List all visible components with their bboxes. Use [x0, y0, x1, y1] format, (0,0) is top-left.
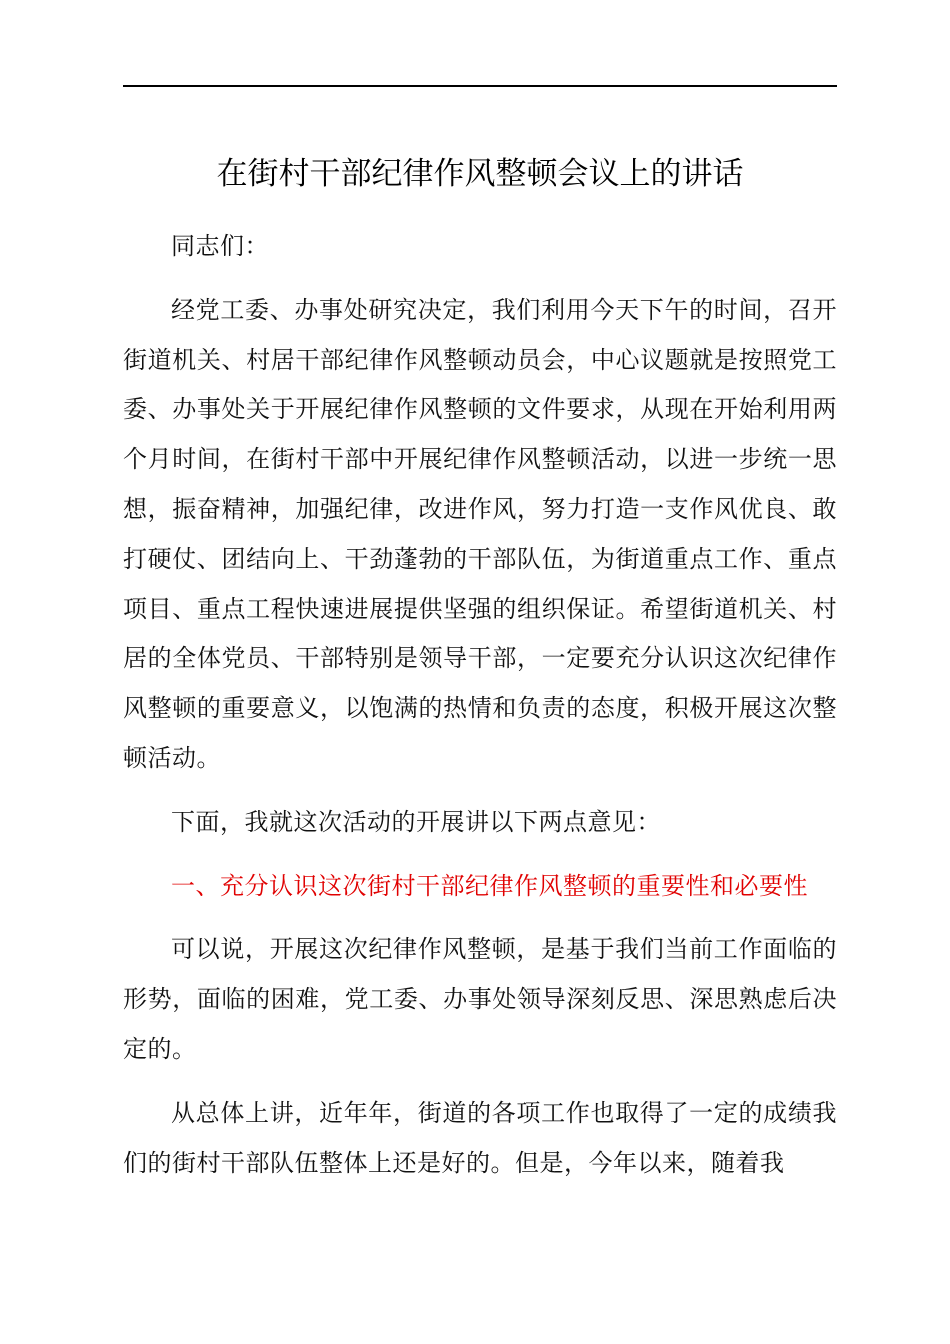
- salutation: 同志们：: [171, 232, 269, 260]
- document-title: 在街村干部纪律作风整顿会议上的讲话: [216, 156, 744, 192]
- document-body: [123, 222, 837, 1188]
- paragraph-section-1: 可以说，开展这次纪律作风整顿，是基于我们当前工作面临的形势，面临的困难，党工委、办事处领导深刻反思、深思熟虑后决定的。: [123, 935, 837, 1063]
- paragraph-outline: 下面，我就这次活动的开展讲以下两点意见：: [171, 807, 661, 836]
- header-rule: [123, 85, 837, 87]
- paragraph-section-2: 从总体上讲，近年年，街道的各项工作也取得了一定的成绩我们的街村干部队伍整体上还是好的。但是，今年以来，随着我: [123, 1098, 837, 1177]
- paragraph-intro: 经党工委、办事处研究决定，我们利用今天下午的时间，召开街道机关、村居干部纪律作风整顿动员会，中心议题就是按照党工委、办事处关于开展纪律作风整顿的文件要求，从现在开始利用两个月时间，在街村干部中开展纪律作风整顿活动，以进一步统一思想，振奋精神，加强纪律，改进作风，努力打造一支作风优良、敢打硬仗、团结向上、干劲蓬勃的干部队伍，为街道重点工作、重点项目、重点工程快速进展提供坚强的组织保证。希望街道机关、村居的全体党员、干部特别是领导干部，一定要充分认识这次纪律作风整顿的重要意义，以饱满的热情和负责的态度，积极开展这次整顿活动。: [123, 295, 837, 772]
- section-heading: 一、充分认识这次街村干部纪律作风整顿的重要性和必要性: [171, 871, 808, 900]
